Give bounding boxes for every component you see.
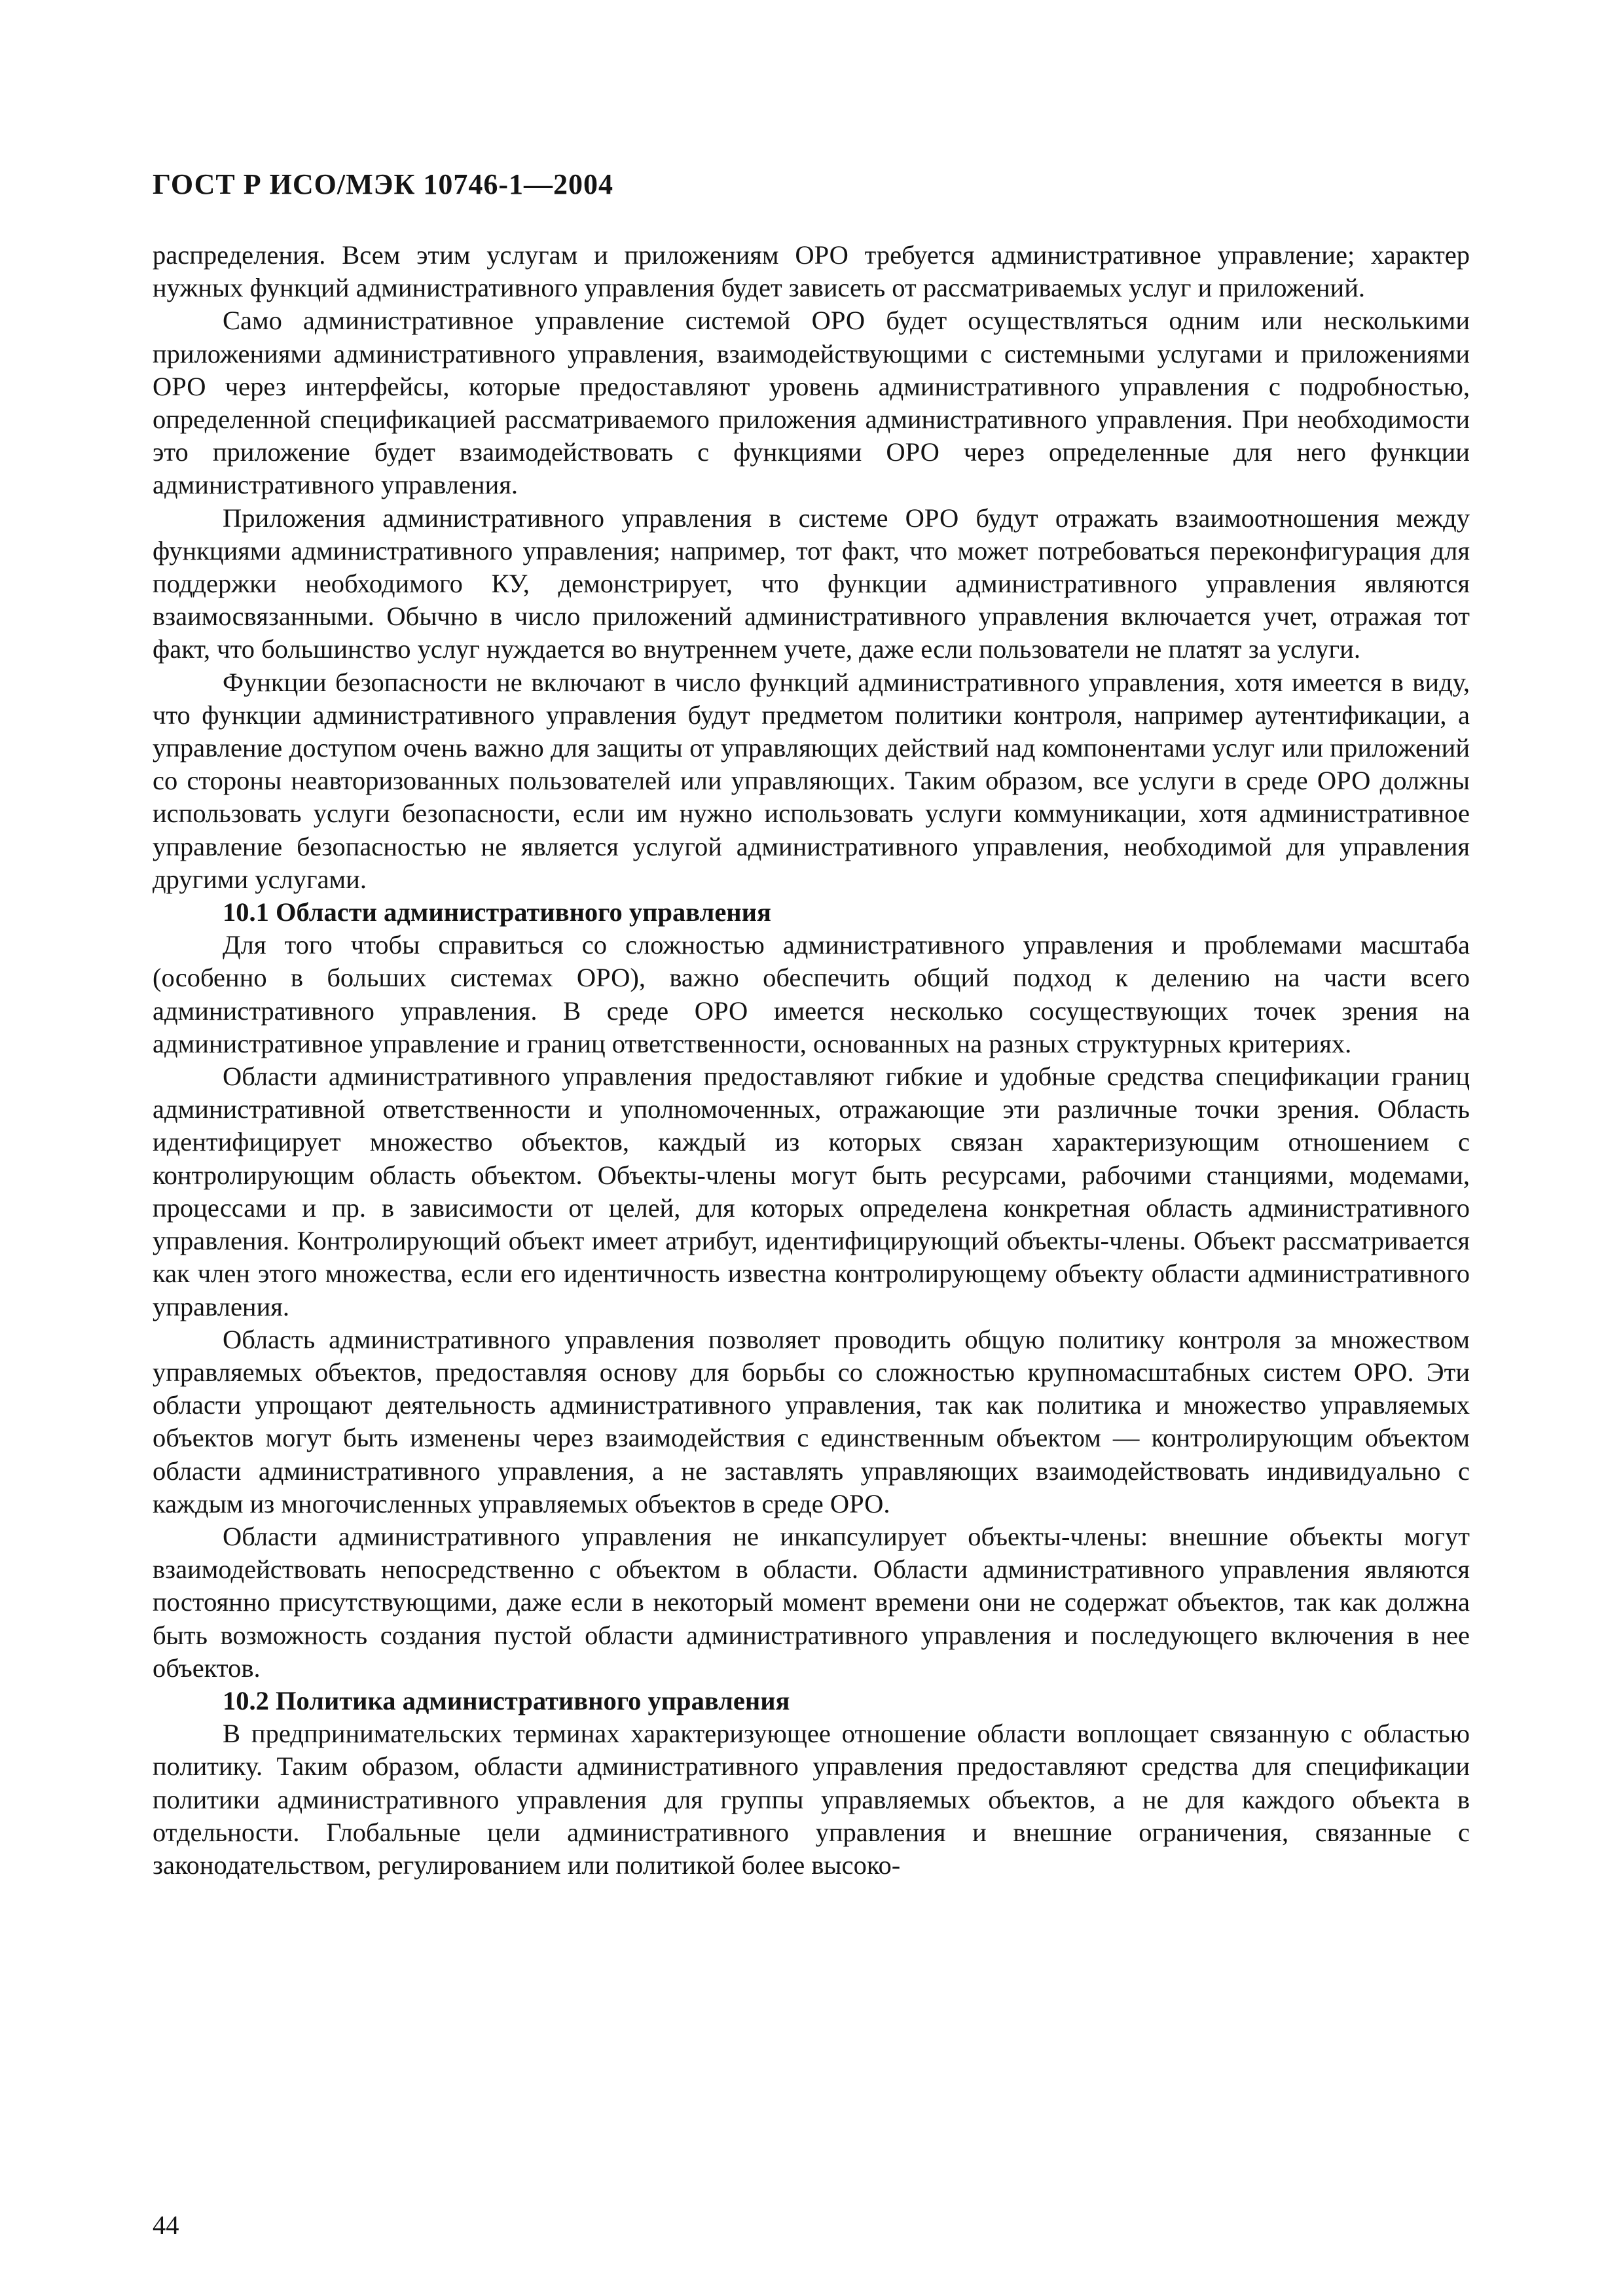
paragraph: Функции безопасности не включают в число функций административного управления, хотя имеется в виду, что функции административного управления будут предметом политики контроля, например аутентификации, а управление доступом очень важно для защиты от управляющих действий над компонентами услуг или приложений со стороны неавторизованных пользователей или управляющих. Таким образом, все услуги в среде ОРО должны использовать услуги безопасности, если им нужно использовать услуги коммуникации, хотя административное управление безопасностью не является услугой административного управления, необходимой для управления другими услугами. [153,667,1470,894]
page-body [153,239,1470,1882]
paragraph: Области административного управления предоставляют гибкие и удобные средства спецификации границ административной ответственности и уполномоченных, отражающие эти различные точки зрения. Область идентифицирует множество объектов, каждый из которых связан характеризующим отношением с контролирующим область объектом. Объекты-члены могут быть ресурсами, рабочими станциями, модемами, процессами и пр. в зависимости от целей, для которых определена конкретная область административного управления. Контролирующий объект имеет атрибут, идентифицирующий объекты-члены. Объект рассматривается как член этого множества, если его идентичность известна контролирующему объекту области административного управления. [153,1062,1470,1321]
paragraph: Область административного управления позволяет проводить общую политику контроля за множеством управляемых объектов, предоставляя основу для борьбы со сложностью крупномасштабных систем ОРО. Эти области упрощают деятельность административного управления, так как политика и множество управляемых объектов могут быть изменены через взаимодействия с единственным объектом — контролирующим объектом области административного управления, а не заставлять управляющих взаимодействовать индивидуально с каждым из многочисленных управляемых объектов в среде ОРО. [153,1324,1470,1518]
page-number: 44 [153,2210,179,2240]
paragraph: Для того чтобы справиться со сложностью административного управления и проблемами масштаба (особенно в больших системах ОРО), важно обеспечить общий подход к делению на части всего административного управления. В среде ОРО имеется несколько сосуществующих точек зрения на административное управление и границ ответственности, основанных на разных структурных критериях. [153,930,1470,1058]
paragraph: В предпринимательских терминах характеризующее отношение области воплощает связанную с областью политику. Таким образом, области административного управления предоставляют средства для спецификации политики административного управления для группы управляемых объектов, а не для каждого объекта в отдельности. Глобальные цели административного управления и внешние ограничения, связанные с законодательством, регулированием или политикой более высоко- [153,1719,1470,1880]
paragraph: Области административного управления не инкапсулирует объекты-члены: внешние объекты могут взаимодействовать непосредственно с объектом в области. Области административного управления являются постоянно присутствующими, даже если в некоторый момент времени они не содержат объектов, так как должна быть возможность создания пустой области административного управления и последующего включения в нее объектов. [153,1521,1470,1683]
section-heading: 10.2 Политика административного управления [223,1685,790,1715]
section-heading: 10.1 Области административного управления [223,897,771,927]
paragraph: Приложения административного управления в системе ОРО будут отражать взаимоотношения между функциями административного управления; например, тот факт, что может потребоваться переконфигурация для поддержки необходимого КУ, демонстрирует, что функции административного управления являются взаимосвязанными. Обычно в число приложений административного управления включается учет, отражая тот факт, что большинство услуг нуждается во внутреннем учете, даже если пользователи не платят за услуги. [153,503,1470,664]
standard-header: ГОСТ Р ИСО/МЭК 10746-1—2004 [153,168,614,200]
paragraph: распределения. Всем этим услугам и приложениям ОРО требуется административное управление; характер нужных функций административного управления будет зависеть от рассматриваемых услуг и приложений. [153,240,1470,303]
paragraph: Само административное управление системой ОРО будет осуществляться одним или несколькими приложениями административного управления, взаимодействующими с системными услугами и приложениями ОРО через интерфейсы, которые предоставляют уровень административного управления с подробностью, определенной спецификацией рассматриваемого приложения административного управления. При необходимости это приложение будет взаимодействовать с функциями ОРО через определенные для него функции административного управления. [153,306,1470,500]
